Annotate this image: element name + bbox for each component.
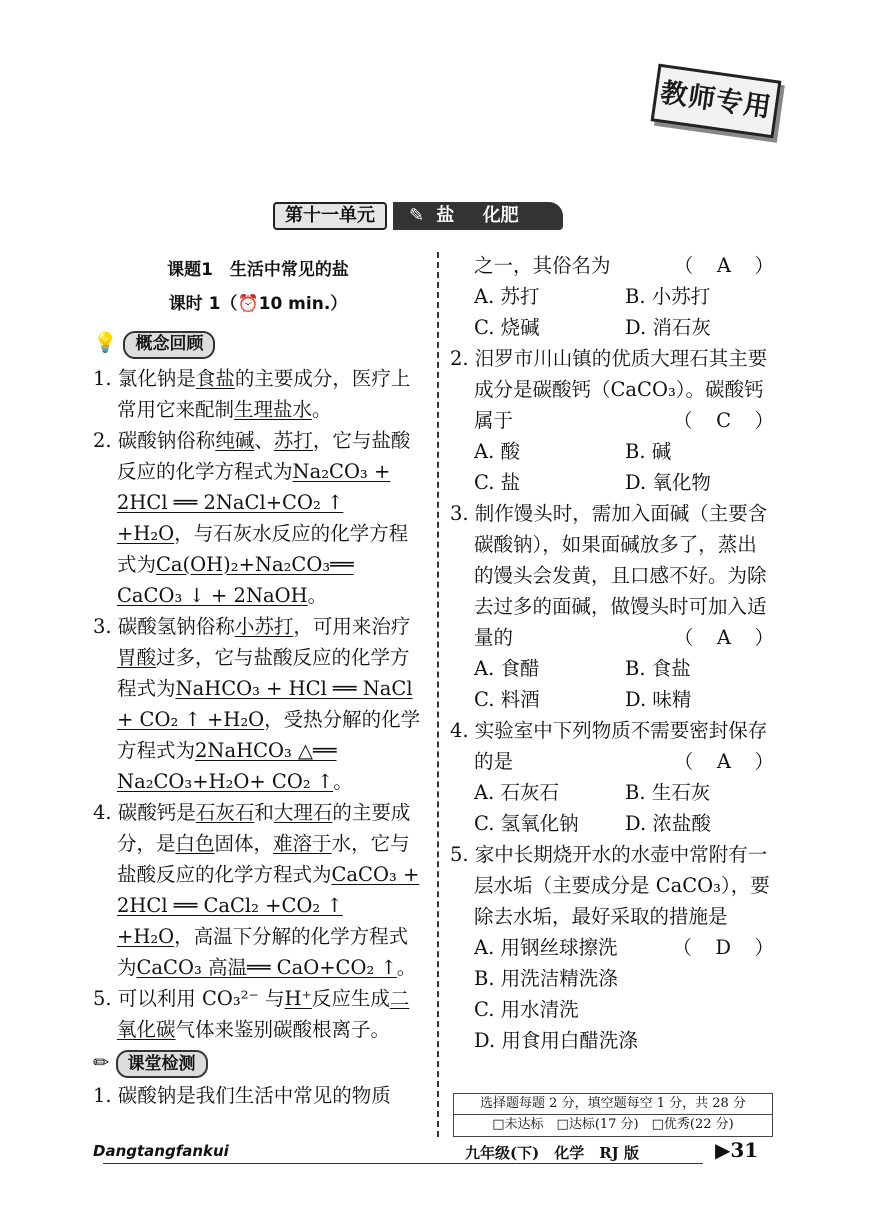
- footer-brand: Dangtangfankui: [93, 1142, 229, 1160]
- section-concept-review: [93, 327, 423, 359]
- pen-icon: ✎: [409, 205, 425, 226]
- page-number: ▶31: [715, 1138, 759, 1162]
- test-q2: 2. 汨罗市川山镇的优质大理石其主要成分是碳酸钙（CaCO₃）。碳酸钙属于 （ C ）: [450, 343, 776, 436]
- page-footer: [93, 1138, 773, 1166]
- period-label: 课时 1（: [168, 294, 238, 314]
- section2-label: 课堂检测: [116, 1050, 208, 1078]
- period-time: 10 min.）: [258, 294, 348, 314]
- clock-icon: ⏰: [237, 294, 259, 314]
- topic-fertilizer: 化肥: [482, 205, 519, 226]
- test-q1-cont: 之一，其俗名为 （ A ）: [450, 250, 776, 281]
- test-q5-options: A. 用钢丝球擦洗 B. 用洗洁精洗涤 C. 用水清洗 D. 用食用白醋洗涤: [474, 936, 638, 1052]
- concept-q3: 3. 碳酸氢钠俗称小苏打，可用来治疗胃酸过多，它与盐酸反应的化学方程式为NaHCO₃ + HCl ══ NaCl + CO₂ ↑ +H₂O，受热分解的化学方程式为2NaHCO₃ △══ Na₂CO₃+H₂O+ CO₂ ↑。: [93, 614, 421, 793]
- left-column: [93, 255, 423, 1111]
- answer-q5: （ D ）: [672, 936, 776, 959]
- concept-q2: 2. 碳酸钠俗称纯碱、苏打，它与盐酸反应的化学方程式为Na₂CO₃ + 2HCl ══ 2NaCl+CO₂ ↑ +H₂O，与石灰水反应的化学方程式为Ca(OH)₂+Na₂CO₃══ CaCO₃ ↓ + 2NaOH。: [93, 428, 411, 607]
- concept-q1: 1. 氯化钠是食盐的主要成分，医疗上常用它来配制生理盐水。: [93, 366, 411, 421]
- test-q3: 3. 制作馒头时，需加入面碱（主要含碳酸钠），如果面碱放多了，蒸出的馒头会发黄，且口感不好。为除去过多的面碱，做馒头时可加入适量的 （ A ）: [450, 498, 776, 653]
- pencil-icon: ✏: [93, 1050, 110, 1074]
- score-box: [453, 1093, 773, 1137]
- teacher-only-stamp: 教师专用: [651, 64, 782, 139]
- answer-q3: （ A ）: [673, 626, 776, 649]
- unit-banner: [273, 202, 563, 230]
- test-q2-options: A. 酸 B. 碱 C. 盐 D. 氧化物: [474, 440, 711, 494]
- answer-q4: （ A ）: [673, 750, 776, 773]
- answer-q1: （ A ）: [673, 254, 776, 277]
- right-column: [450, 250, 776, 1056]
- column-divider: [437, 252, 439, 1137]
- concept-q4: 4. 碳酸钙是石灰石和大理石的主要成分，是白色固体，难溶于水，它与盐酸反应的化学方程式为CaCO₃ + 2HCl ══ CaCl₂ +CO₂ ↑ +H₂O，高温下分解的化学方程式为CaCO₃ 高温══ CaO+CO₂ ↑。: [93, 800, 420, 979]
- test-q5: 5. 家中长期烧开水的水壶中常附有一层水垢（主要成分是 CaCO₃），要除去水垢，最好采取的措施是 （ D ）: [450, 839, 776, 932]
- unit-label: 第十一单元: [273, 202, 387, 230]
- lesson-title: 课题1 生活中常见的盐: [167, 260, 349, 280]
- unit-topic: [393, 202, 563, 230]
- test-q1-options: A. 苏打 B. 小苏打 C. 烧碱 D. 消石灰: [474, 285, 711, 339]
- test-q4: 4. 实验室中下列物质不需要密封保存的是 （ A ）: [450, 715, 776, 777]
- footer-info: 九年级(下) 化学 RJ 版: [465, 1144, 639, 1162]
- concept-q5: 5. 可以利用 CO₃²⁻ 与H⁺反应生成二氧化碳气体来鉴别碳酸根离子。: [93, 986, 410, 1041]
- test-q3-options: A. 食醋 B. 食盐 C. 料酒 D. 味精: [474, 657, 692, 711]
- section-class-test: [93, 1047, 423, 1079]
- answer-q2: （ C ）: [673, 409, 776, 432]
- test-q1-start: 1. 碳酸钠是我们生活中常见的物质: [93, 1084, 391, 1107]
- score-levels: □未达标 □达标(17 分) □优秀(22 分): [454, 1114, 772, 1135]
- topic-salt: 盐: [436, 205, 455, 226]
- lesson-period: [93, 285, 423, 323]
- score-rule: 选择题每题 2 分，填空题每空 1 分，共 28 分: [480, 1096, 746, 1111]
- section1-label: 概念回顾: [123, 331, 215, 359]
- bulb-icon: 💡: [93, 331, 118, 354]
- test-q4-options: A. 石灰石 B. 生石灰 C. 氢氧化钠 D. 浓盐酸: [474, 781, 711, 835]
